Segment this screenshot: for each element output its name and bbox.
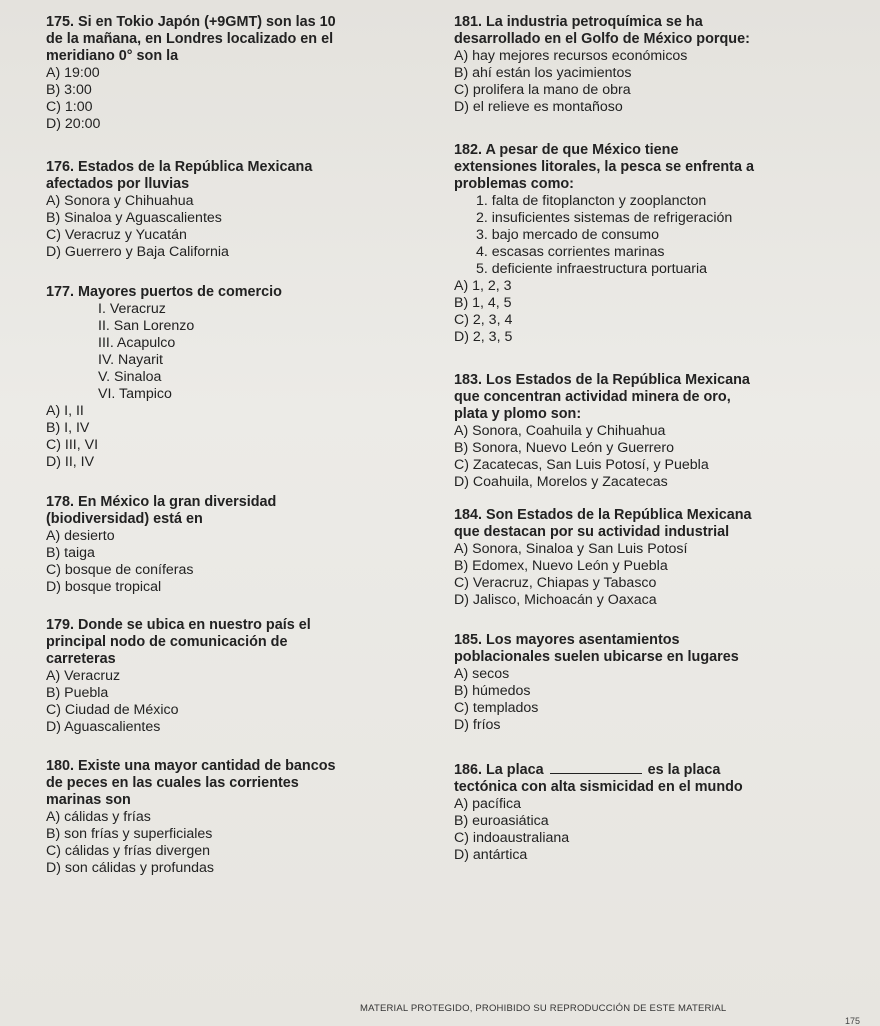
answer-option: B) son frías y superficiales [46,826,213,842]
question-title: 185. Los mayores asentamientos poblacionales suelen ubicarse en lugares [454,632,739,665]
answer-option: D) fríos [454,717,501,733]
list-item: III. Acapulco [98,335,176,351]
question-184 [454,507,864,609]
question-title: 182. A pesar de que México tiene extensiones litorales, la pesca se enfrenta a problemas como: [454,142,754,192]
answer-option: A) secos [454,666,510,682]
answer-option: D) 20:00 [46,116,101,132]
answer-option: C) 1:00 [46,99,93,115]
list-item: II. San Lorenzo [98,318,195,334]
question-180 [46,758,426,877]
answer-option: C) templados [454,700,539,716]
question-183 [454,372,864,491]
answer-option: C) Veracruz, Chiapas y Tabasco [454,575,657,591]
answer-option: A) desierto [46,528,115,544]
answer-blank [550,773,642,774]
question-179 [46,617,426,736]
answer-option: A) hay mejores recursos económicos [454,48,688,64]
answer-option: D) Coahuila, Morelos y Zacatecas [454,474,668,490]
question-title: 176. Estados de la República Mexicana afectados por lluvias [46,159,313,192]
answer-option: A) I, II [46,403,84,419]
right-column [454,14,864,864]
list-item: VI. Tampico [98,386,172,402]
answer-option: B) taiga [46,545,95,561]
left-column [46,14,426,877]
answer-option: A) Veracruz [46,668,121,684]
answer-option: C) III, VI [46,437,99,453]
answer-option: B) Puebla [46,685,109,701]
answer-option: D) Guerrero y Baja California [46,244,229,260]
question-title-part: 186. La placa [454,762,544,778]
question-185 [454,632,864,734]
question-176 [46,159,426,261]
answer-option: B) Sonora, Nuevo León y Guerrero [454,440,675,456]
list-item: 2. insuficientes sistemas de refrigeración [476,210,733,226]
list-item: I. Veracruz [98,301,166,317]
answer-option: D) 2, 3, 5 [454,329,513,345]
question-186 [454,762,864,864]
answer-option: B) ahí están los yacimientos [454,65,632,81]
question-title: 177. Mayores puertos de comercio [46,284,282,300]
answer-option: B) Edomex, Nuevo León y Puebla [454,558,668,574]
answer-option: C) prolifera la mano de obra [454,82,631,98]
answer-option: A) pacífica [454,796,522,812]
list-item: 5. deficiente infraestructura portuaria [476,261,708,277]
answer-option: B) Sinaloa y Aguascalientes [46,210,222,226]
answer-option: A) 1, 2, 3 [454,278,512,294]
answer-option: C) Veracruz y Yucatán [46,227,187,243]
question-title: 179. Donde se ubica en nuestro país el principal nodo de comunicación de carreteras [46,617,311,667]
question-title: 183. Los Estados de la República Mexicana que concentran actividad minera de oro, plata y plomo son: [454,372,750,422]
list-item: 1. falta de fitoplancton y zooplancton [476,193,707,209]
answer-option: A) Sonora, Sinaloa y San Luis Potosí [454,541,688,557]
question-title: 180. Existe una mayor cantidad de bancos de peces en las cuales las corrientes marinas son [46,758,336,808]
question-182 [454,142,864,346]
answer-option: A) 19:00 [46,65,100,81]
list-item: V. Sinaloa [98,369,162,385]
answer-option: D) el relieve es montañoso [454,99,623,115]
answer-option: D) II, IV [46,454,95,470]
answer-option: C) Zacatecas, San Luis Potosí, y Puebla [454,457,709,473]
list-item: IV. Nayarit [98,352,163,368]
answer-option: B) húmedos [454,683,531,699]
page-number: 175 [845,1016,861,1026]
question-title: 178. En México la gran diversidad (biodiversidad) está en [46,494,277,527]
answer-option: C) cálidas y frías divergen [46,843,211,859]
question-title: 181. La industria petroquímica se ha desarrollado en el Golfo de México porque: [454,14,750,47]
answer-option: A) Sonora y Chihuahua [46,193,194,209]
answer-option: D) antártica [454,847,528,863]
answer-option: B) 3:00 [46,82,92,98]
list-item: 3. bajo mercado de consumo [476,227,659,243]
question-175 [46,14,426,133]
question-title: 184. Son Estados de la República Mexicana que destacan por su actividad industrial [454,507,752,540]
question-title-cont: tectónica con alta sismicidad en el mundo [454,779,743,795]
answer-option: A) cálidas y frías [46,809,151,825]
answer-option: D) son cálidas y profundas [46,860,214,876]
answer-option: B) 1, 4, 5 [454,295,512,311]
answer-option: A) Sonora, Coahuila y Chihuahua [454,423,666,439]
answer-option: B) I, IV [46,420,90,436]
copyright-footer: MATERIAL PROTEGIDO, PROHIBIDO SU REPRODUCCIÓN DE ESTE MATERIAL [360,1003,727,1014]
answer-option: D) Aguascalientes [46,719,161,735]
question-title: 175. Si en Tokio Japón (+9GMT) son las 10 de la mañana, en Londres localizado en el meridiano 0° son la [46,14,336,64]
answer-option: D) bosque tropical [46,579,162,595]
answer-option: C) bosque de coníferas [46,562,194,578]
answer-option: C) Ciudad de México [46,702,179,718]
answer-option: B) euroasiática [454,813,549,829]
answer-option: D) Jalisco, Michoacán y Oaxaca [454,592,657,608]
question-178 [46,494,426,596]
question-title-part: es la placa [647,762,721,778]
question-177 [46,284,426,471]
question-title [454,762,864,779]
question-181 [454,14,864,116]
answer-option: C) 2, 3, 4 [454,312,513,328]
list-item: 4. escasas corrientes marinas [476,244,665,260]
answer-option: C) indoaustraliana [454,830,570,846]
